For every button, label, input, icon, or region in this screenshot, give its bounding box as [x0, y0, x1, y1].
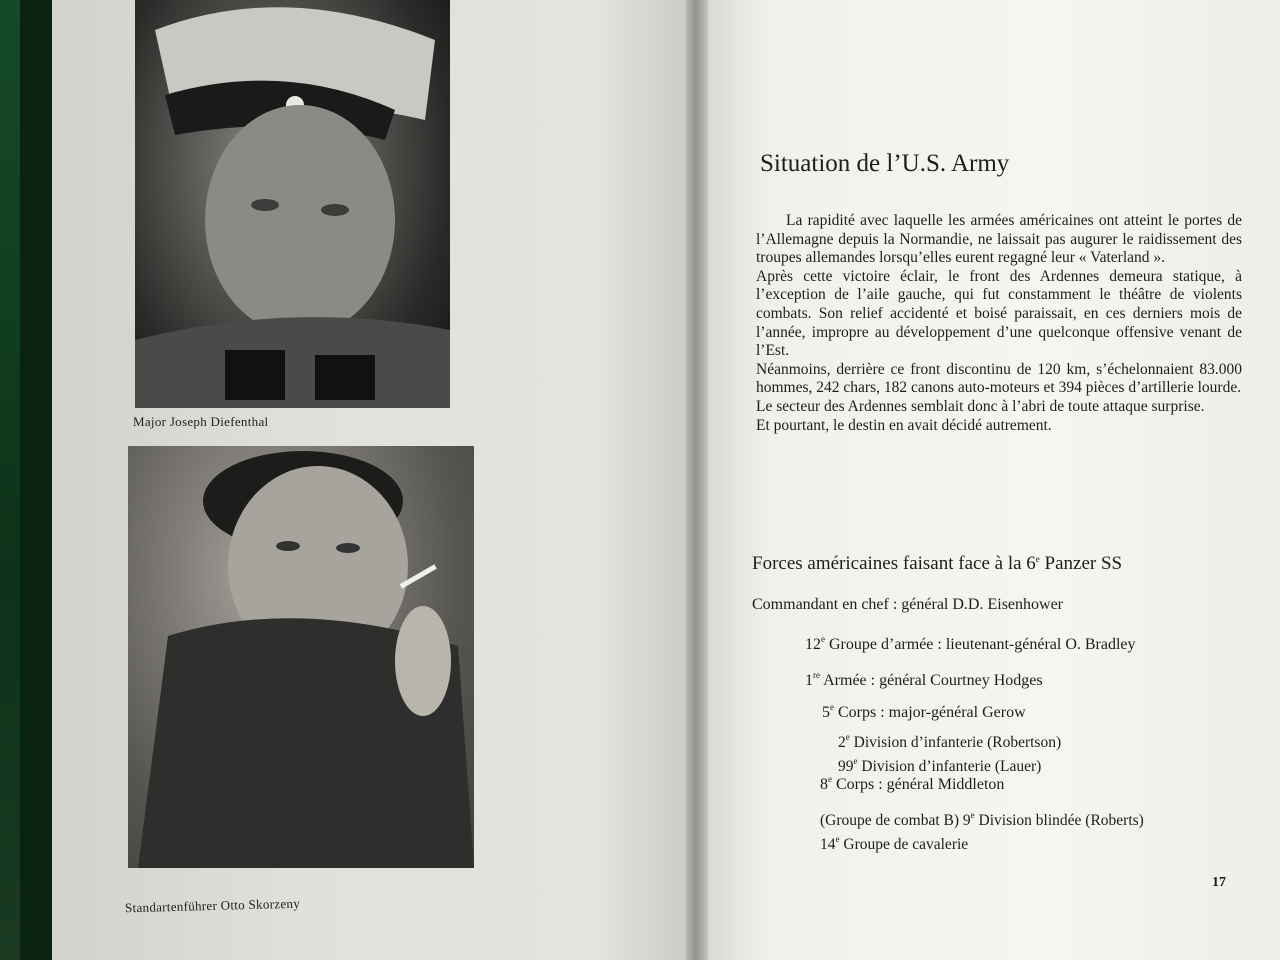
command-army-group	[805, 634, 1136, 654]
corps8-sup: e	[828, 774, 832, 784]
div99-number: 99	[838, 758, 854, 775]
left-eye	[251, 199, 279, 211]
cav-sup: e	[835, 834, 840, 844]
intro-paragraph: La rapidité avec laquelle les armées américaines ont atteint le portes de l’Allemagne depuis la Normandie, ne laissait pas augurer le raidissement des troupes allemandes lorsqu’elles eurent regagné leur « Vaterland ».	[756, 212, 1242, 267]
caption-skorzeny: Standartenführer Otto Skorzeny	[124, 895, 301, 916]
forces-heading-end: Panzer SS	[1039, 553, 1123, 574]
army-number: 1	[805, 672, 813, 689]
portrait-photo-diefenthal	[135, 0, 450, 408]
collar-tab-left	[225, 350, 285, 400]
hand-shape	[395, 606, 451, 716]
intro-text	[756, 212, 1242, 435]
collar-tab-right	[315, 355, 375, 400]
page-title: Situation de l’U.S. Army	[760, 150, 1010, 177]
corps8-number: 8	[820, 776, 828, 793]
command-corps-8-units	[820, 806, 1144, 854]
portrait-illustration-skorzeny	[128, 446, 474, 868]
cav-text: Groupe de cavalerie	[839, 836, 969, 853]
army-text: Armée : général Courtney Hodges	[820, 672, 1043, 689]
cavalry-group-14	[820, 830, 1144, 854]
corps5-text: Corps : major-général Gerow	[834, 704, 1026, 721]
command-chief: Commandant en chef : général D.D. Eisenhower	[752, 596, 1064, 613]
div99-text: Division d’infanterie (Lauer)	[857, 758, 1042, 775]
forces-heading-text: Forces américaines faisant face à la 6	[752, 553, 1036, 574]
division-2	[838, 728, 1061, 752]
command-corps-8	[820, 774, 1004, 794]
army-group-sup: e	[821, 634, 825, 644]
face-shape	[205, 105, 395, 335]
right-eye	[321, 204, 349, 216]
book-gutter	[686, 0, 708, 960]
right-eye	[336, 543, 360, 553]
intro-paragraph: Après cette victoire éclair, le front des Ardennes demeura statique, à l’exception de l’aile gauche, qui fut constamment le théâtre de violents combats. Son relief accidenté et boisé paraissait, en ces derniers mois de l’année, impropre au développement d’une quelconque offensive venant de l’Est.	[756, 267, 1242, 360]
intro-paragraph: Néanmoins, derrière ce front discontinu de 120 km, s’échelonnaient 83.000 hommes, 242 chars, 182 canons auto-moteurs et 394 pièces d’artillerie lourde.	[756, 360, 1242, 397]
div99-sup: e	[853, 756, 858, 766]
div9-text: Division blindée (Roberts)	[974, 812, 1144, 829]
portrait-illustration-diefenthal	[135, 0, 450, 408]
intro-paragraph: Et pourtant, le destin en avait décidé autrement.	[756, 416, 1052, 434]
command-corps-5-divisions	[838, 728, 1061, 776]
page-number: 17	[1212, 875, 1226, 890]
div9-prefix: (Groupe de combat B) 9	[820, 812, 971, 829]
caption-diefenthal: Major Joseph Diefenthal	[133, 414, 269, 429]
command-corps-5	[822, 702, 1026, 722]
forces-heading-sup: e	[1035, 554, 1040, 564]
left-eye	[276, 541, 300, 551]
div9-sup: e	[970, 810, 975, 820]
division-9-armored	[820, 806, 1144, 830]
div2-number: 2	[838, 734, 846, 751]
army-sup: re	[813, 670, 820, 680]
intro-paragraph: Le secteur des Ardennes semblait donc à l’abri de toute attaque surprise.	[756, 397, 1205, 415]
corps8-text: Corps : général Middleton	[832, 776, 1005, 793]
corps5-sup: e	[830, 702, 834, 712]
div2-text: Division d’infanterie (Robertson)	[849, 734, 1062, 751]
army-group-text: Groupe d’armée : lieutenant-général O. Bradley	[825, 636, 1136, 653]
forces-heading	[752, 553, 1122, 575]
portrait-photo-skorzeny	[128, 446, 474, 868]
army-group-number: 12	[805, 636, 821, 653]
uniform-collar	[135, 317, 450, 408]
div2-sup: e	[845, 732, 850, 742]
corps5-number: 5	[822, 704, 830, 721]
cav-number: 14	[820, 836, 836, 853]
division-99	[838, 752, 1061, 776]
command-army	[805, 670, 1043, 690]
